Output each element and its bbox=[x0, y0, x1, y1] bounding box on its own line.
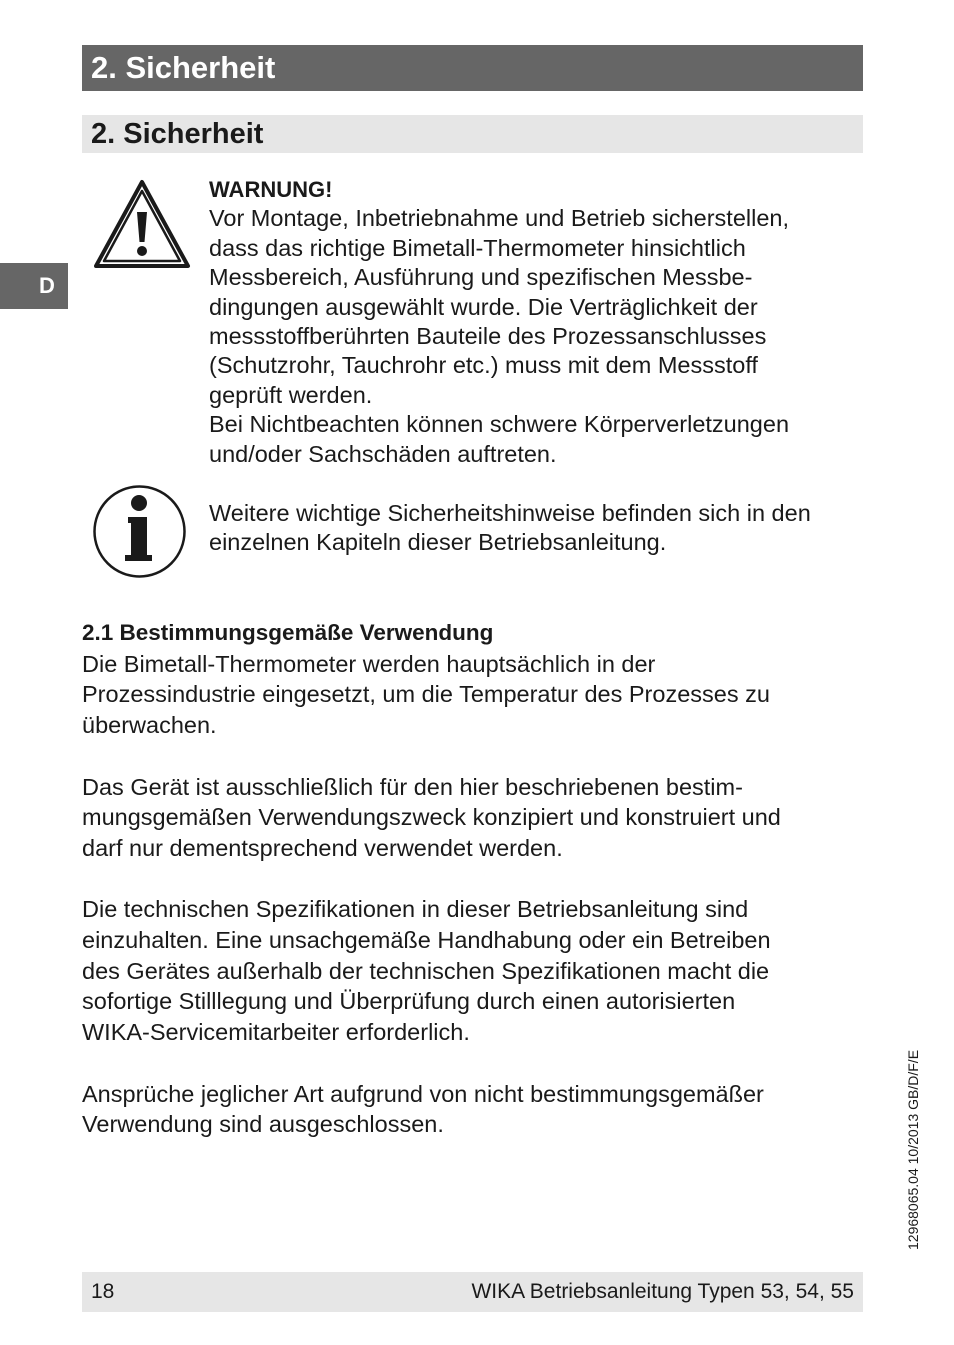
section-title: 2. Sicherheit bbox=[82, 115, 863, 153]
warning-line: dass das richtige Bimetall-Thermometer hinsichtlich bbox=[209, 234, 746, 261]
text-line: Prozessindustrie eingesetzt, um die Temperatur des Prozesses zu bbox=[82, 681, 770, 708]
warning-title: WARNUNG! bbox=[209, 177, 333, 202]
warning-triangle-icon bbox=[92, 178, 192, 270]
text-line: Das Gerät ist ausschließlich für den hier beschriebenen bestim- bbox=[82, 773, 743, 800]
warning-line: Bei Nichtbeachten können schwere Körperverletzungen bbox=[209, 411, 790, 438]
text-line: Ansprüche jeglicher Art aufgrund von nicht bestimmungsgemäßer bbox=[82, 1080, 764, 1107]
paragraph bbox=[82, 772, 863, 864]
info-line: Weitere wichtige Sicherheitshinweise befinden sich in den bbox=[209, 500, 811, 526]
info-icon bbox=[92, 484, 187, 579]
info-block bbox=[209, 499, 869, 558]
text-line: sofortige Stilllegung und Überprüfung durch einen autorisierten bbox=[82, 988, 736, 1015]
warning-line: dingungen ausgewählt wurde. Die Verträglichkeit der bbox=[209, 293, 758, 320]
chapter-header: 2. Sicherheit bbox=[82, 45, 863, 91]
paragraph bbox=[82, 1079, 863, 1140]
warning-line: (Schutzrohr, Tauchrohr etc.) muss mit dem Messstoff bbox=[209, 352, 758, 379]
warning-line: und/oder Sachschäden auftreten. bbox=[209, 440, 557, 467]
text-line: WIKA-Servicemitarbeiter erforderlich. bbox=[82, 1019, 470, 1046]
warning-block bbox=[209, 175, 869, 469]
page-number: 18 bbox=[91, 1280, 115, 1303]
paragraph bbox=[82, 649, 863, 741]
intended-use-section bbox=[82, 618, 863, 1171]
text-line: Die technischen Spezifikationen in dieser Betriebsanleitung sind bbox=[82, 896, 749, 923]
text-line: Die Bimetall-Thermometer werden hauptsächlich in der bbox=[82, 650, 656, 677]
footer-document-title: WIKA Betriebsanleitung Typen 53, 54, 55 bbox=[471, 1280, 854, 1303]
warning-line: Messbereich, Ausführung und spezifischen Messbe- bbox=[209, 264, 753, 291]
page-footer bbox=[82, 1272, 863, 1312]
text-line: darf nur dementsprechend verwendet werden. bbox=[82, 834, 563, 861]
document-code: 12968065.04 10/2013 GB/D/F/E bbox=[905, 1049, 921, 1250]
text-line: mungsgemäßen Verwendungszweck konzipiert und konstruiert und bbox=[82, 804, 781, 831]
warning-line: geprüft werden. bbox=[209, 381, 373, 408]
info-line: einzelnen Kapiteln dieser Betriebsanleitung. bbox=[209, 529, 667, 556]
warning-line: Vor Montage, Inbetriebnahme und Betrieb sicherstellen, bbox=[209, 205, 790, 232]
text-line: des Gerätes außerhalb der technischen Spezifikationen macht die bbox=[82, 957, 770, 984]
text-line: Verwendung sind ausgeschlossen. bbox=[82, 1111, 444, 1138]
warning-line: messstoffberührten Bauteile des Prozessanschlusses bbox=[209, 323, 767, 350]
language-tab: D bbox=[0, 263, 68, 309]
text-line: überwachen. bbox=[82, 712, 217, 739]
text-line: einzuhalten. Eine unsachgemäße Handhabung oder ein Betreiben bbox=[82, 927, 771, 953]
paragraph bbox=[82, 894, 863, 1048]
subsection-heading: 2.1 Bestimmungsgemäße Verwendung bbox=[82, 620, 494, 645]
